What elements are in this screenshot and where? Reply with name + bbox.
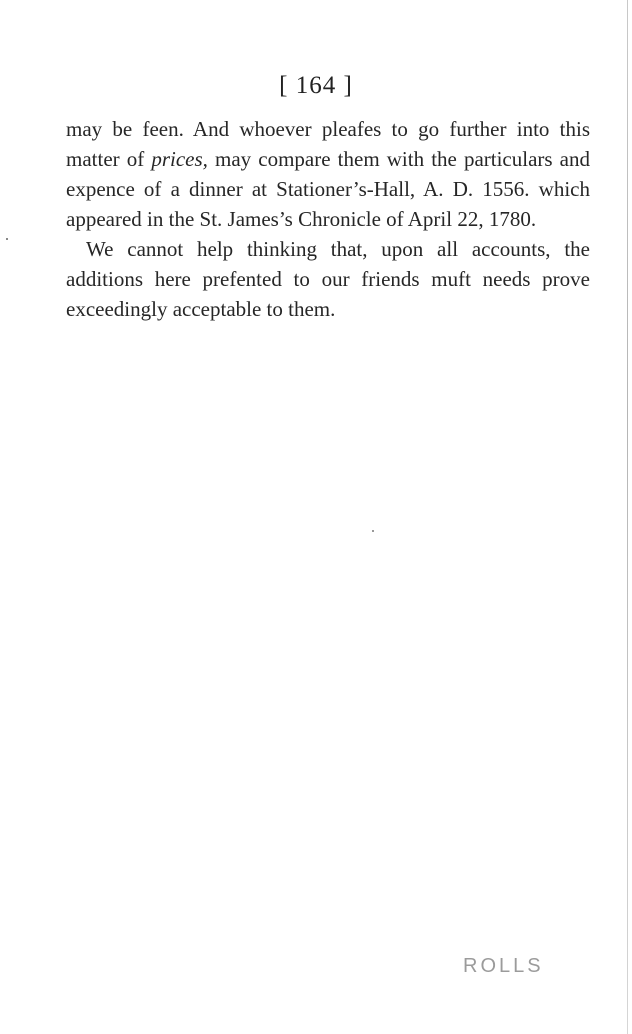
paragraph-2: We cannot help thinking that, upon all accounts, the additions here prefented to our friends muft needs prove exceedingly acceptable to them.: [66, 237, 590, 321]
page-edge-shadow: [627, 0, 628, 1034]
paragraph-1: [66, 114, 590, 234]
italic-word-prices: prices,: [151, 147, 208, 171]
scan-speck: [372, 530, 374, 532]
page-number: [ 164 ]: [279, 72, 353, 99]
paragraph-1-text-start: may be feen. And whoever pleafes to go further into this matter of: [66, 117, 590, 171]
paragraph-1-text-end: may compare them with the particulars and expence of a dinner at Stationer’s-Hall, A. D. 1556. which appeared in the St. James’s Chronicle of April 22, 1780.: [66, 147, 590, 231]
library-stamp: ROLLS: [463, 955, 544, 977]
scan-speck: [6, 238, 8, 240]
body-text: [66, 114, 590, 324]
